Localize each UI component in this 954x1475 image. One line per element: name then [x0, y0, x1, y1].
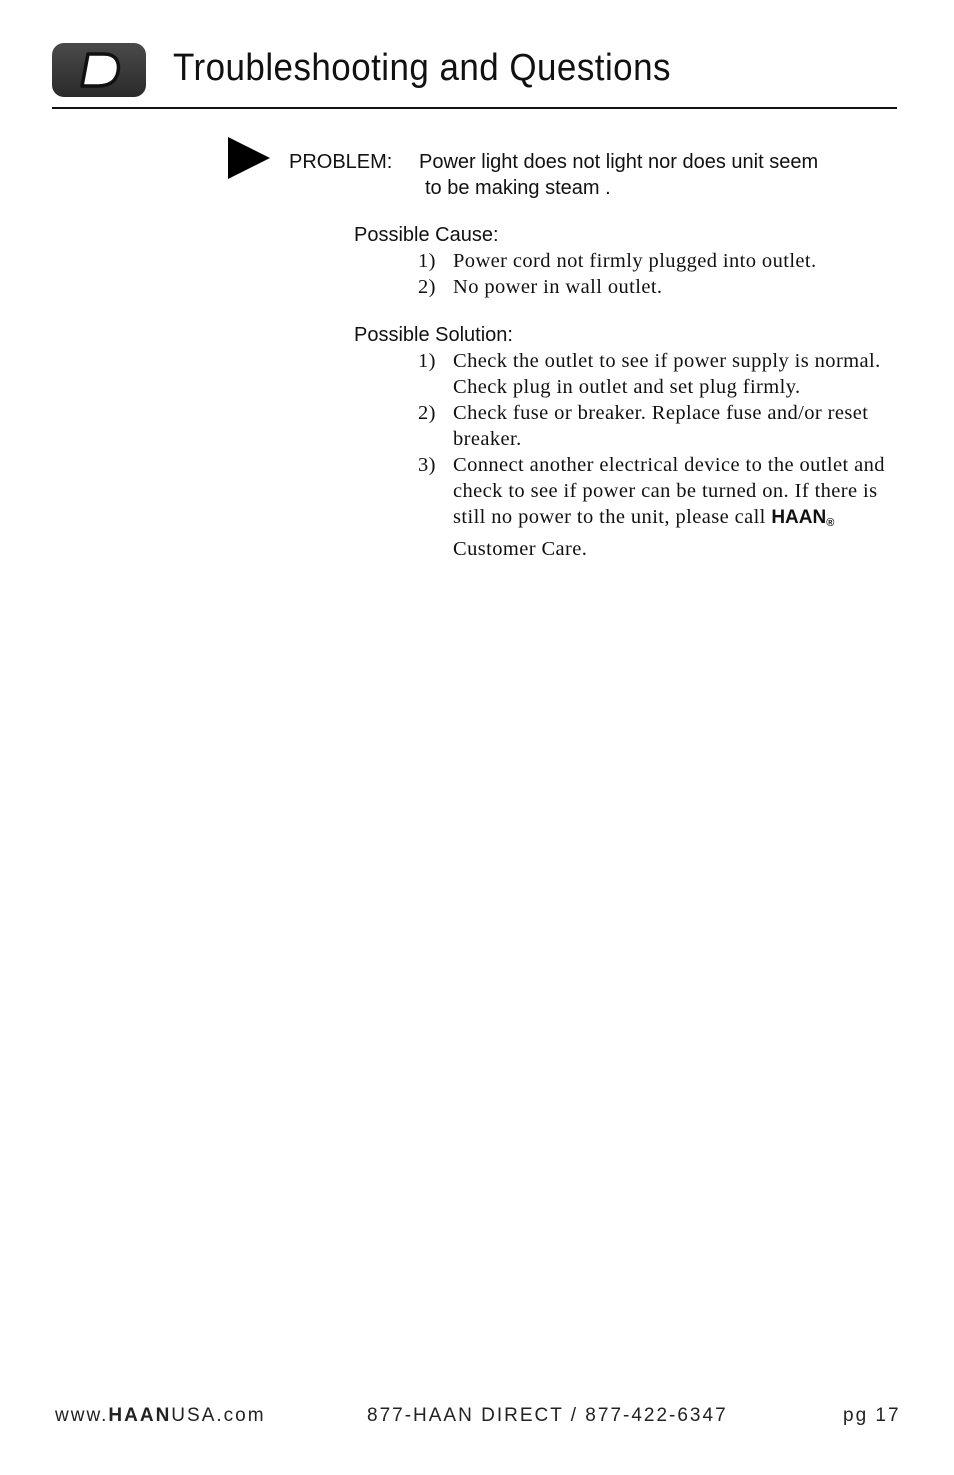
problem-statement — [289, 149, 899, 201]
item-text: Check fuse or breaker. Replace fuse and/or reset breaker. — [453, 402, 869, 450]
problem-text-line2: to be making steam . — [425, 177, 611, 199]
item-text: Check the outlet to see if power supply is normal. Check plug in outlet and set plug firmly. — [453, 350, 881, 398]
section-letter-d-icon — [74, 48, 124, 92]
cause-list — [418, 248, 898, 300]
item-text: Connect another electrical device to the outlet and check to see if power can be turned on. If there is still no power to the unit, please call — [453, 454, 885, 528]
item-text-after: Customer Care. — [453, 538, 588, 560]
list-item — [418, 348, 888, 400]
website-brand: HAAN — [108, 1405, 172, 1426]
section-badge — [52, 43, 146, 97]
list-item — [418, 248, 898, 274]
footer-phone: 877-HAAN DIRECT / 877-422-6347 — [367, 1405, 728, 1426]
page-title: Troubleshooting and Questions — [173, 47, 671, 89]
registered-mark: ® — [826, 517, 835, 529]
item-number: 1) — [418, 350, 436, 372]
list-item — [418, 452, 888, 562]
play-arrow-icon — [228, 137, 270, 179]
possible-cause-label: Possible Cause: — [354, 224, 499, 246]
possible-solution-label: Possible Solution: — [354, 324, 513, 346]
item-number: 1) — [418, 250, 436, 272]
list-item — [418, 400, 888, 452]
item-number: 3) — [418, 454, 436, 476]
page-header — [52, 43, 897, 109]
problem-text-line1: Power light does not light nor does unit seem — [419, 151, 819, 173]
item-number: 2) — [418, 402, 436, 424]
list-item — [418, 274, 898, 300]
solution-list — [418, 348, 888, 562]
item-number: 2) — [418, 276, 436, 298]
website-suffix: USA.com — [171, 1405, 266, 1426]
item-text: Power cord not firmly plugged into outlet. — [453, 250, 817, 272]
problem-label: PROBLEM: — [289, 151, 393, 173]
page-number: pg 17 — [843, 1405, 901, 1426]
footer-website — [55, 1405, 266, 1427]
website-prefix: www. — [55, 1405, 109, 1426]
item-text: No power in wall outlet. — [453, 276, 663, 298]
haan-brand: HAAN — [771, 507, 827, 528]
